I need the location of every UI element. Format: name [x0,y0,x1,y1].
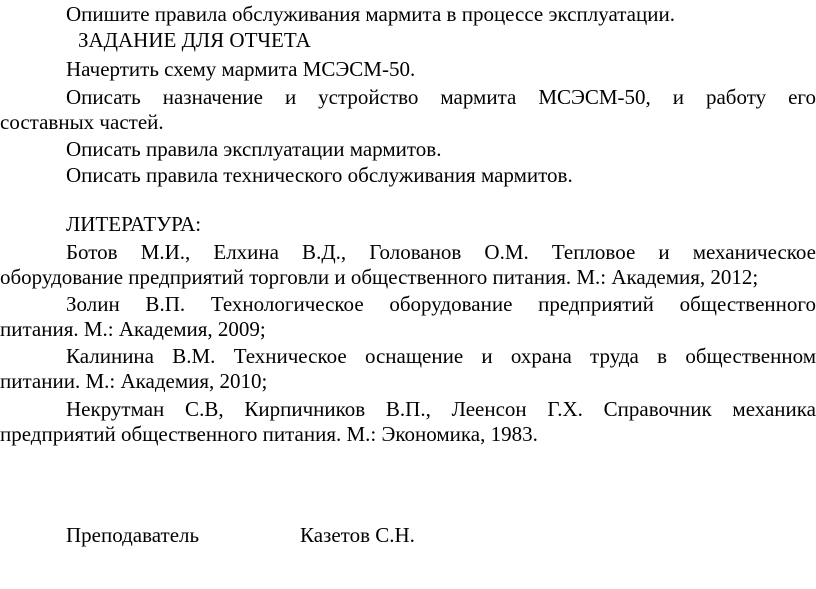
literature-entry-4 [0,397,816,447]
task-item-2-line-1: Описать назначение и устройство мармита МСЭСМ-50, и работу его [66,85,816,109]
signature-role: Преподаватель [66,523,200,547]
literature-entry-2-line-2: питания. М.: Академия, 2009; [0,317,266,341]
task-item-2-line-2: составных частей. [0,110,164,134]
signature-block [66,523,415,548]
literature-entry-1 [0,240,816,290]
task-item-1: Начертить схему мармита МСЭСМ-50. [66,57,416,81]
literature-entry-3-line-1: Калинина В.М. Техническое оснащение и охрана труда в общественном [66,344,816,368]
literature-entry-1-line-2: оборудование предприятий торговли и общественного питания. М.: Академия, 2012; [0,265,759,289]
literature-entry-4-line-1: Некрутман С.В, Кирпичников В.П., Леенсон Г.Х. Справочник механика [66,397,816,421]
literature-entry-4-line-2: предприятий общественного питания. М.: Экономика, 1983. [0,422,538,446]
literature-entry-1-line-1: Ботов М.И., Елхина В.Д., Голованов О.М. Тепловое и механическое [66,240,816,264]
literature-entry-3 [0,344,816,394]
literature-entry-2 [0,292,816,342]
signature-name: Казетов С.Н. [300,523,415,547]
task-item-3: Описать правила эксплуатации мармитов. [66,137,442,161]
literature-entry-3-line-2: питании. М.: Академия, 2010; [0,369,268,393]
literature-entry-2-line-1: Золин В.П. Технологическое оборудование предприятий общественного [66,292,816,316]
task-item-2 [0,85,816,135]
task-item-4: Описать правила технического обслуживания мармитов. [66,163,573,187]
intro-line: Опишите правила обслуживания мармита в процессе эксплуатации. [66,2,675,26]
task-heading: ЗАДАНИЕ ДЛЯ ОТЧЕТА [78,28,311,52]
literature-heading: ЛИТЕРАТУРА: [66,212,202,236]
